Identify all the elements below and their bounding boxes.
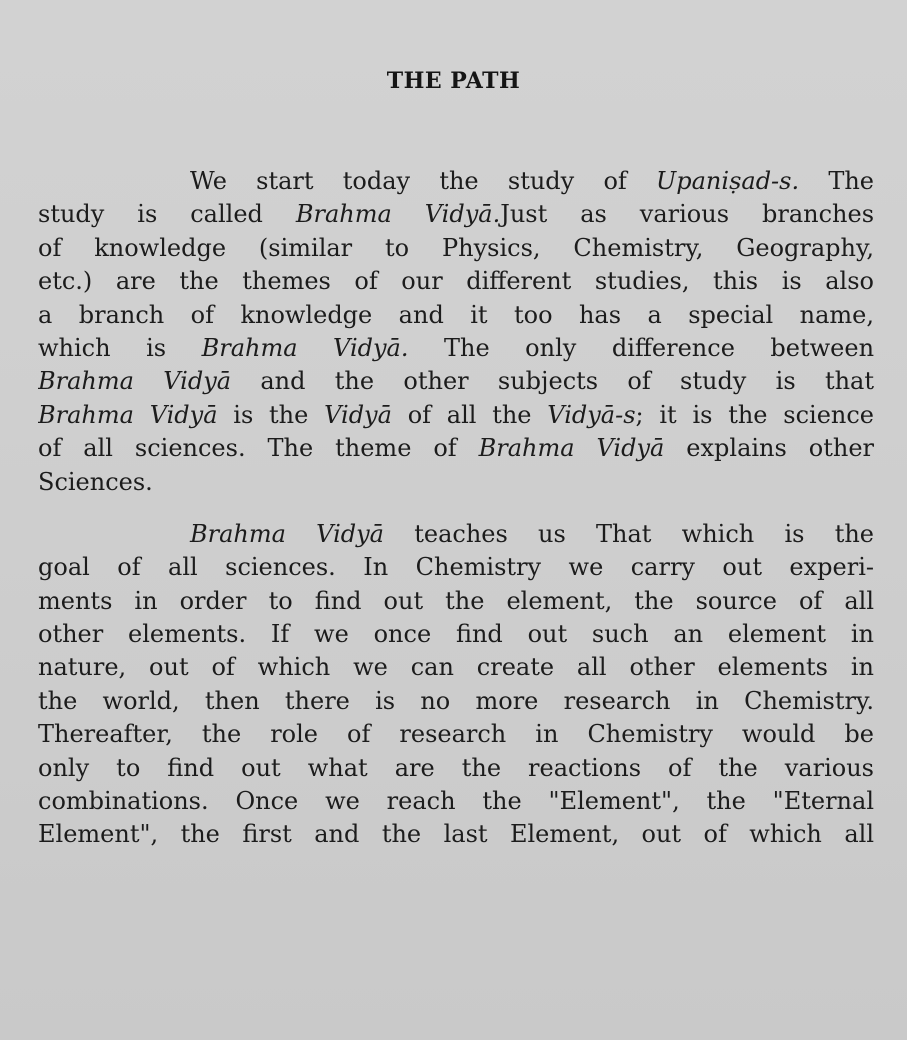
text-segment: We start today the study of: [190, 167, 657, 195]
text-line: [38, 365, 874, 398]
text-segment: study is called: [38, 200, 296, 229]
text-line: [38, 466, 874, 499]
text-segment: The: [799, 167, 874, 195]
text-segment: of all sciences. The theme of: [38, 434, 479, 463]
page-title: THE PATH: [386, 68, 521, 94]
text-segment: of all the: [391, 400, 548, 429]
text-line: [38, 651, 874, 684]
paragraph: [38, 165, 874, 499]
text-segment: of knowledge (similar to Physics, Chemistry, Geography,: [38, 233, 874, 262]
text-segment: ; it is the science: [635, 400, 874, 429]
text-line: [38, 265, 874, 298]
text-segment: Sciences.: [38, 467, 153, 496]
text-line: [38, 685, 874, 718]
text-line: [38, 432, 874, 465]
paragraph-gap: [38, 499, 874, 518]
italic-term: Vidyā-s: [547, 400, 636, 429]
text-segment: a branch of knowledge and it too has a special name,: [38, 300, 874, 329]
text-segment: other elements. If we once find out such an element in: [38, 620, 874, 649]
text-segment: Just as various branches: [500, 200, 874, 229]
italic-term: Vidyā: [324, 400, 392, 429]
text-line: [38, 551, 874, 584]
text-segment: etc.) are the themes of our different studies, this is also: [38, 267, 874, 296]
text-segment: combinations. Once we reach the "Element", the "Eternal: [38, 787, 874, 816]
italic-term: Brahma Vidyā: [190, 519, 384, 548]
text-segment: ments in order to find out the element, the source of all: [38, 586, 874, 615]
text-segment: goal of all sciences. In Chemistry we carry out experi-: [38, 553, 874, 582]
text-line: [38, 585, 874, 618]
text-segment: which is: [38, 333, 202, 362]
paragraph: [38, 518, 874, 852]
text-line: [38, 198, 874, 231]
text-line: [38, 332, 874, 365]
text-segment: Element", the first and the last Element, out of which all: [38, 820, 874, 849]
text-line: [38, 785, 874, 818]
italic-term: Brahma Vidyā: [38, 400, 218, 429]
text-segment: is the: [217, 400, 325, 429]
italic-term: Brahma Vidyā.: [295, 200, 501, 229]
text-segment: explains other: [664, 434, 874, 463]
text-line: [38, 718, 874, 751]
text-segment: teaches us That which is the: [384, 519, 874, 548]
text-line: [38, 818, 874, 851]
text-segment: nature, out of which we can create all other elements in: [38, 653, 874, 682]
text-line: [38, 165, 874, 198]
text-segment: and the other subjects of study is that: [231, 367, 874, 396]
text-line: [38, 618, 874, 651]
text-line: [38, 299, 874, 332]
text-segment: only to find out what are the reactions of the various: [38, 753, 874, 782]
text-segment: the world, then there is no more research in Chemistry.: [38, 686, 874, 715]
text-segment: Thereafter, the role of research in Chemistry would be: [38, 720, 874, 749]
body-text: [38, 165, 874, 852]
text-line: [38, 232, 874, 265]
italic-term: Brahma Vidyā: [478, 434, 665, 463]
text-line: [38, 518, 874, 551]
text-line: [38, 399, 874, 432]
text-segment: The only difference between: [408, 333, 874, 362]
italic-term: Brahma Vidyā.: [201, 333, 409, 362]
italic-term: Upaniṣad-s.: [656, 167, 800, 195]
italic-term: Brahma Vidyā: [38, 367, 232, 396]
text-line: [38, 752, 874, 785]
